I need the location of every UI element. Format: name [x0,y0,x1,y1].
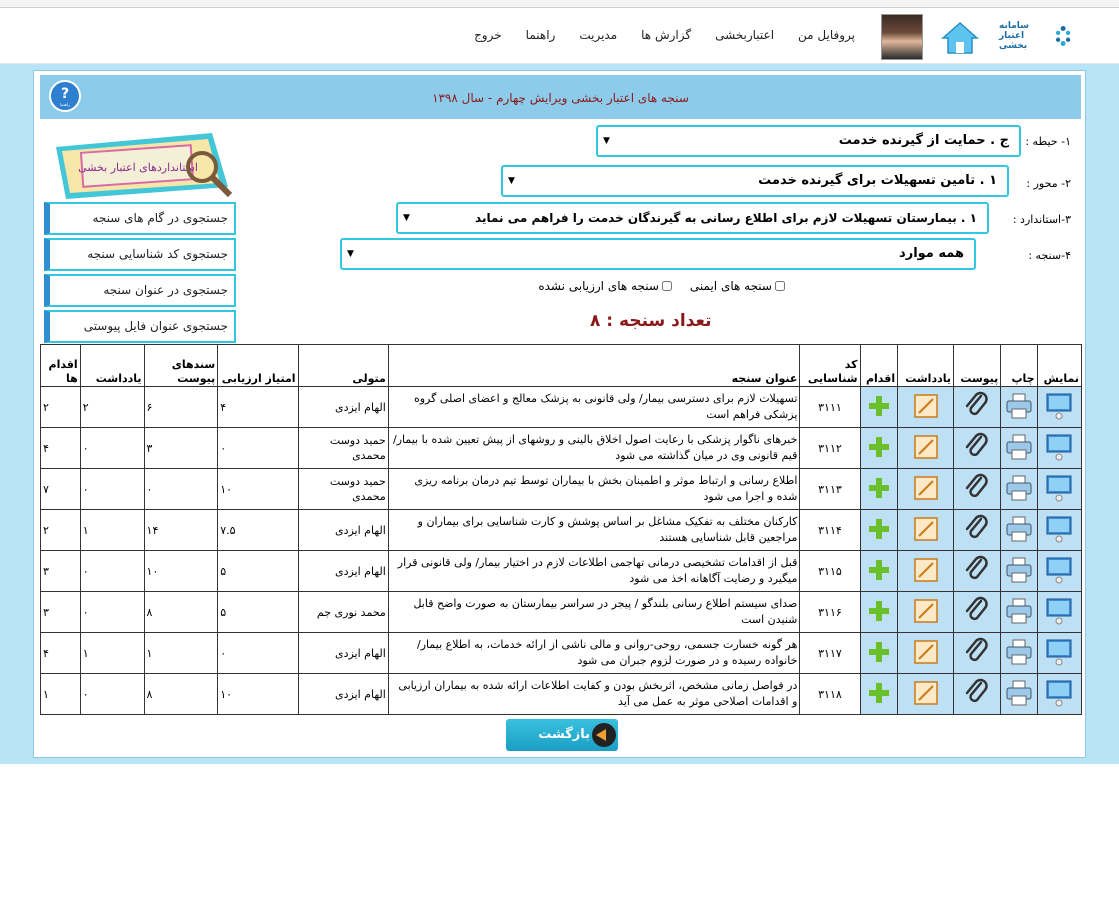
menu-item-reports[interactable]: گزارش ها [641,28,692,42]
measure-score: ۰ [218,428,298,469]
col-action: اقدام [860,345,898,387]
measures-table [40,344,1082,715]
col-title: عنوان سنجه [388,345,800,387]
print-cell[interactable] [1001,592,1037,633]
standard-select-value: ۱ . بیمارستان تسهیلات لازم برای اطلاع رسانی به گیرندگان خدمت را فراهم می نماید [475,211,977,225]
measure-code: ۳۱۱۸ [800,674,860,715]
add-plus-icon[interactable] [867,599,891,623]
measure-title: تسهیلات لازم برای دسترسی بیمار/ ولی قانونی به پزشک معالج و اعضای اصلی گروه پزشکی فراهم است [388,387,800,428]
measure-actions: ۴ [41,633,81,674]
attach-cell[interactable] [954,551,1001,592]
add-plus-icon[interactable] [867,517,891,541]
attach-cell[interactable] [954,633,1001,674]
measure-owner: الهام ایزدی [298,674,388,715]
measure-select[interactable] [340,238,976,270]
measure-actions: ۴ [41,428,81,469]
paperclip-icon[interactable] [963,473,991,503]
show-cell[interactable] [1037,633,1081,674]
measure-owner: حمید دوست محمدی [298,469,388,510]
measure-docs: ۳ [144,428,218,469]
avatar[interactable] [881,14,923,60]
site-logo[interactable] [995,16,1071,56]
measure-code: ۳۱۱۷ [800,633,860,674]
action-cell[interactable] [860,510,898,551]
print-cell[interactable] [1001,469,1037,510]
search-steps-button[interactable]: جستجوی در گام های سنجه [44,202,236,235]
measure-title: خبرهای ناگوار پزشکی با رعایت اصول اخلاق بالینی و روشهای از پیش تعیین شده با بیمار/ قیم قانونی وی در میان گذاشته می شود [388,428,800,469]
axis-label: ۲- محور : [1026,177,1071,190]
measure-notes: ۰ [80,674,144,715]
print-cell[interactable] [1001,674,1037,715]
note-cell[interactable] [898,387,954,428]
filter-checkboxes [538,279,785,293]
measure-owner: الهام ایزدی [298,551,388,592]
paperclip-icon[interactable] [963,391,991,421]
measure-actions: ۲ [41,387,81,428]
measure-label: ۴-سنجه : [1028,249,1071,262]
printer-icon[interactable] [1005,596,1033,626]
domain-label: ۱- حیطه : [1025,135,1071,148]
attach-cell[interactable] [954,428,1001,469]
print-cell[interactable] [1001,633,1037,674]
col-notes: یادداشت [80,345,144,387]
main-menu [462,28,867,42]
action-cell[interactable] [860,387,898,428]
note-cell[interactable] [898,428,954,469]
domain-select[interactable] [596,125,1021,157]
edit-note-icon[interactable] [913,679,939,707]
edit-note-icon[interactable] [913,392,939,420]
measure-score: ۵ [218,551,298,592]
menu-item-help[interactable]: راهنما [525,28,556,42]
measure-score: ۷.۵ [218,510,298,551]
help-icon[interactable] [48,79,82,113]
measure-title: صدای سیستم اطلاع رسانی بلندگو / پیجر در سراسر بیمارستان به صورت واضح قابل شنیدن است [388,592,800,633]
note-cell[interactable] [898,633,954,674]
monitor-icon[interactable] [1045,473,1073,503]
edit-note-icon[interactable] [913,433,939,461]
attach-cell[interactable] [954,510,1001,551]
add-plus-icon[interactable] [867,640,891,664]
safety-checkbox[interactable] [775,281,785,291]
measure-notes: ۰ [80,469,144,510]
top-navbar [0,8,1119,64]
col-show: نمایش [1037,345,1081,387]
chevron-down-icon: ▼ [347,249,354,259]
measure-docs: ۱۴ [144,510,218,551]
printer-icon[interactable] [1005,432,1033,462]
menu-item-management[interactable]: مدیریت [579,28,618,42]
col-note: یادداشت [898,345,954,387]
unassessed-checkbox[interactable] [662,281,672,291]
menu-item-logout[interactable]: خروج [474,28,502,42]
measure-actions: ۱ [41,674,81,715]
paperclip-icon[interactable] [963,514,991,544]
col-code: کد شناسایی [800,345,860,387]
menu-item-profile[interactable]: پروفایل من [798,28,855,42]
standards-banner-image [52,129,238,203]
measure-notes: ۰ [80,551,144,592]
show-cell[interactable] [1037,428,1081,469]
print-cell[interactable] [1001,428,1037,469]
monitor-icon[interactable] [1045,391,1073,421]
action-cell[interactable] [860,428,898,469]
measure-score: ۱۰ [218,469,298,510]
table-row [41,510,1082,551]
table-row [41,469,1082,510]
col-owner: متولی [298,345,388,387]
note-cell[interactable] [898,674,954,715]
axis-select-value: ۱ . تامین تسهیلات برای گیرنده خدمت [758,173,997,188]
add-plus-icon[interactable] [867,681,891,705]
measure-score: ۱۰ [218,674,298,715]
search-title-button[interactable]: جستجوی در عنوان سنجه [44,274,236,307]
attach-cell[interactable] [954,469,1001,510]
back-arrow-icon [592,723,616,747]
search-code-button[interactable]: جستجوی کد شناسایی سنجه [44,238,236,271]
add-plus-icon[interactable] [867,435,891,459]
back-button[interactable] [506,719,618,751]
table-row [41,633,1082,674]
table-row [41,674,1082,715]
measure-count: تعداد سنجه : ۸ [590,311,712,331]
note-cell[interactable] [898,510,954,551]
printer-icon[interactable] [1005,678,1033,708]
printer-icon[interactable] [1005,637,1033,667]
edit-note-icon[interactable] [913,638,939,666]
measure-owner: حمید دوست محمدی [298,428,388,469]
table-header-row [41,345,1082,387]
measure-code: ۳۱۱۱ [800,387,860,428]
action-cell[interactable] [860,551,898,592]
measure-docs: ۱ [144,633,218,674]
svg-text:?: ? [60,86,70,102]
show-cell[interactable] [1037,592,1081,633]
menu-item-accreditation[interactable]: اعتباربخشی [715,28,775,42]
measure-docs: ۰ [144,469,218,510]
measure-code: ۳۱۱۲ [800,428,860,469]
measure-notes: ۰ [80,428,144,469]
measure-score: ۵ [218,592,298,633]
browser-top-strip [0,0,1119,8]
show-cell[interactable] [1037,510,1081,551]
measure-score: ۴ [218,387,298,428]
measure-docs: ۸ [144,592,218,633]
table-row [41,592,1082,633]
monitor-icon[interactable] [1045,432,1073,462]
col-print: چاپ [1001,345,1037,387]
measure-owner: الهام ایزدی [298,510,388,551]
measure-owner: الهام ایزدی [298,633,388,674]
show-cell[interactable] [1037,387,1081,428]
measure-code: ۳۱۱۶ [800,592,860,633]
svg-text:راهنما: راهنما [60,102,70,107]
action-cell[interactable] [860,592,898,633]
measure-notes: ۲ [80,387,144,428]
measure-title: در فواصل زمانی مشخص، اثربخش بودن و کفایت اطلاعات ارائه شده به بیماران ارزیابی و اقدامات اصلاحی موثر به عمل می آید [388,674,800,715]
col-score: امتیاز ارزیابی [218,345,298,387]
measure-title: کارکنان مختلف به تفکیک مشاغل بر اساس پوشش و کارت شناسایی برای بیماران و مراجعین قابل شناسایی هستند [388,510,800,551]
add-plus-icon[interactable] [867,558,891,582]
attach-cell[interactable] [954,592,1001,633]
paperclip-icon[interactable] [963,432,991,462]
safety-checkbox-label[interactable]: سنجه های ایمنی [690,279,785,293]
measure-title: هر گونه خسارت جسمی، روحی-روانی و مالی ناشی از ارائه خدمات، به اطلاع بیمار/خانواده رسیده و در صورت لزوم جبران می شود [388,633,800,674]
measure-code: ۳۱۱۳ [800,469,860,510]
monitor-icon[interactable] [1045,596,1073,626]
table-row [41,551,1082,592]
search-attachment-button[interactable]: جستجوی عنوان فایل پیوستی [44,310,236,343]
paperclip-icon[interactable] [963,637,991,667]
monitor-icon[interactable] [1045,678,1073,708]
table-row [41,428,1082,469]
action-cell[interactable] [860,633,898,674]
col-attach: پیوست [954,345,1001,387]
measure-select-value: همه موارد [899,246,964,261]
logo-people-icon [1055,19,1071,53]
measure-notes: ۰ [80,592,144,633]
measure-actions: ۳ [41,592,81,633]
measure-actions: ۲ [41,510,81,551]
logo-text: سامانه اعتبار بخشی [999,21,1030,51]
main-panel [33,70,1086,758]
banner-text: استانداردهای اعتبار بخشی [78,161,198,174]
unassessed-checkbox-label[interactable]: سنجه های ارزیابی نشده [538,279,672,293]
add-plus-icon[interactable] [867,394,891,418]
paperclip-icon[interactable] [963,596,991,626]
monitor-icon[interactable] [1045,555,1073,585]
printer-icon[interactable] [1005,555,1033,585]
show-cell[interactable] [1037,469,1081,510]
attach-cell[interactable] [954,387,1001,428]
measure-actions: ۳ [41,551,81,592]
col-actions: اقدام ها [41,345,81,387]
measure-code: ۳۱۱۴ [800,510,860,551]
monitor-icon[interactable] [1045,637,1073,667]
measure-title: اطلاع رسانی و ارتباط موثر و اطمینان بخش با بیماران توسط تیم درمان برنامه ریزی شده و اجرا می شود [388,469,800,510]
print-cell[interactable] [1001,551,1037,592]
printer-icon[interactable] [1005,391,1033,421]
chevron-down-icon: ▼ [603,136,610,146]
paperclip-icon[interactable] [963,555,991,585]
measure-owner: الهام ایزدی [298,387,388,428]
measure-code: ۳۱۱۵ [800,551,860,592]
action-cell[interactable] [860,674,898,715]
edit-note-icon[interactable] [913,515,939,543]
domain-select-value: ج . حمایت از گیرنده خدمت [838,133,1009,148]
back-button-label: بازگشت [538,727,590,742]
edit-note-icon[interactable] [913,556,939,584]
measure-notes: ۱ [80,633,144,674]
axis-select[interactable] [501,165,1009,197]
table-row [41,387,1082,428]
measure-owner: محمد نوری جم [298,592,388,633]
note-cell[interactable] [898,469,954,510]
measure-actions: ۷ [41,469,81,510]
measure-docs: ۶ [144,387,218,428]
printer-icon[interactable] [1005,514,1033,544]
home-icon[interactable] [941,20,979,56]
measure-title: قبل از اقدامات تشخیصی درمانی تهاجمی اطلاعات لازم در اختیار بیمار/ ولی قانونی قرار میگیرد و رضایت آگاهانه اخذ می شود [388,551,800,592]
note-cell[interactable] [898,551,954,592]
printer-icon[interactable] [1005,473,1033,503]
edit-note-icon[interactable] [913,474,939,502]
paperclip-icon[interactable] [963,678,991,708]
chevron-down-icon: ▼ [403,213,410,223]
standard-label: ۳-استاندارد : [1012,213,1071,226]
attach-cell[interactable] [954,674,1001,715]
panel-header [40,75,1081,119]
print-cell[interactable] [1001,510,1037,551]
measure-score: ۰ [218,633,298,674]
col-docs: سندهای پیوست [144,345,218,387]
print-cell[interactable] [1001,387,1037,428]
action-cell[interactable] [860,469,898,510]
edit-note-icon[interactable] [913,597,939,625]
measure-docs: ۸ [144,674,218,715]
show-cell[interactable] [1037,551,1081,592]
add-plus-icon[interactable] [867,476,891,500]
page-title: سنجه های اعتبار بخشی ویرایش چهارم - سال ۱۳۹۸ [432,91,689,105]
standard-select[interactable] [396,202,989,234]
chevron-down-icon: ▼ [508,176,515,186]
measure-docs: ۱۰ [144,551,218,592]
note-cell[interactable] [898,592,954,633]
show-cell[interactable] [1037,674,1081,715]
monitor-icon[interactable] [1045,514,1073,544]
measure-notes: ۱ [80,510,144,551]
